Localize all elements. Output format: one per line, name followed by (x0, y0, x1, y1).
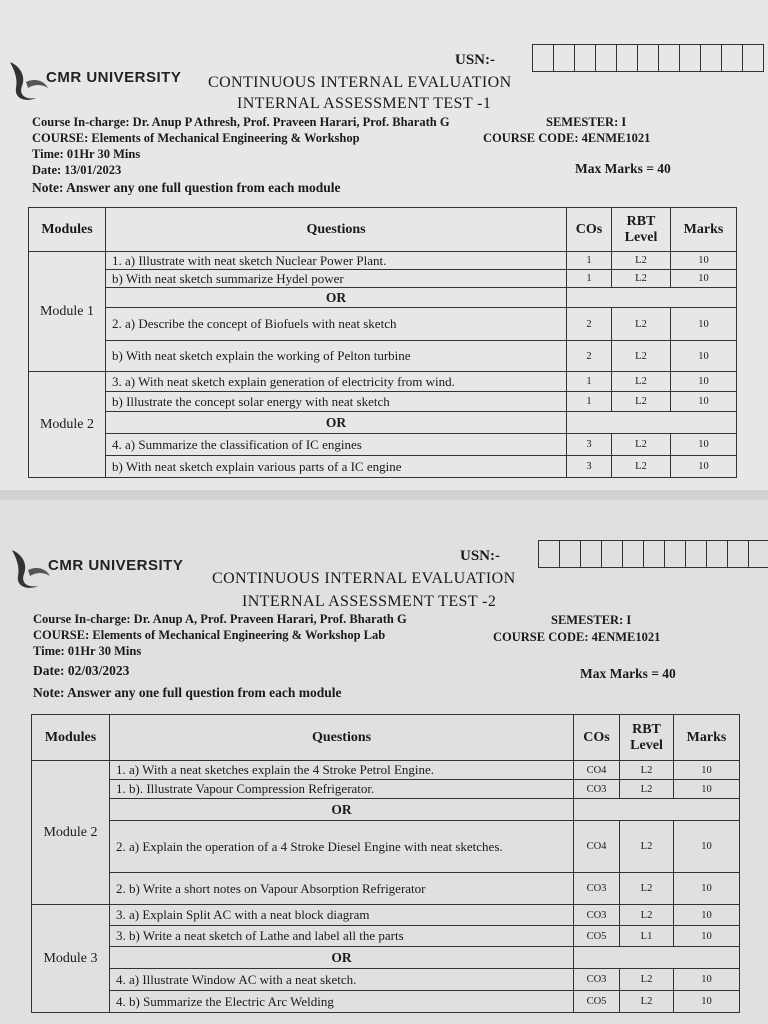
rbt-cell: L2 (620, 821, 674, 873)
table-row (29, 308, 737, 341)
university-logo (6, 56, 181, 104)
question-text: 2. b) Write a short notes on Vapour Absorption Refrigerator (110, 873, 574, 905)
or-row (29, 412, 737, 434)
co-cell: CO5 (574, 926, 620, 947)
usn-boxes (538, 540, 768, 568)
marks-cell: 10 (674, 969, 740, 991)
exam-subtitle: INTERNAL ASSESSMENT TEST -1 (237, 95, 492, 112)
or-label: OR (106, 412, 567, 434)
module-label: Module 1 (29, 252, 106, 372)
marks-cell: 10 (671, 252, 737, 270)
rbt-cell: L2 (620, 761, 674, 780)
university-logo (8, 544, 183, 592)
max-marks: Max Marks = 40 (575, 161, 671, 176)
exam-note: Note: Answer any one full question from each module (33, 685, 342, 700)
co-cell: 1 (567, 252, 612, 270)
table-row (32, 873, 740, 905)
question-text: 4. a) Illustrate Window AC with a neat sketch. (110, 969, 574, 991)
co-cell: CO3 (574, 969, 620, 991)
table-row (29, 252, 737, 270)
university-name: CMR UNIVERSITY (48, 557, 184, 574)
header-cos: COs (574, 715, 620, 761)
table-header-row (32, 715, 740, 761)
question-table (28, 207, 737, 478)
rbt-cell: L2 (620, 780, 674, 799)
header-marks: Marks (674, 715, 740, 761)
exam-title: CONTINUOUS INTERNAL EVALUATION (212, 570, 516, 587)
header-modules: Modules (32, 715, 110, 761)
exam-time: Time: 01Hr 30 Mins (32, 147, 141, 161)
table-row (32, 761, 740, 780)
usn-label: USN:- (455, 52, 495, 68)
question-text: b) With neat sketch summarize Hydel power (106, 270, 567, 288)
course-name: COURSE: Elements of Mechanical Engineering & Workshop (32, 131, 360, 145)
question-text: 4. b) Summarize the Electric Arc Welding (110, 991, 574, 1013)
rbt-cell: L2 (620, 905, 674, 926)
exam-title: CONTINUOUS INTERNAL EVALUATION (208, 74, 512, 91)
rbt-cell: L2 (612, 434, 671, 456)
table-row (29, 456, 737, 478)
usn-label: USN:- (460, 548, 500, 564)
co-cell: CO5 (574, 991, 620, 1013)
marks-cell: 10 (671, 270, 737, 288)
table-row (32, 969, 740, 991)
rbt-cell: L2 (612, 456, 671, 478)
exam-subtitle: INTERNAL ASSESSMENT TEST -2 (242, 593, 497, 610)
course-code: COURSE CODE: 4ENME1021 (483, 131, 651, 145)
marks-cell: 10 (671, 341, 737, 372)
rbt-cell: L1 (620, 926, 674, 947)
marks-cell: 10 (671, 434, 737, 456)
question-text: 2. a) Describe the concept of Biofuels with neat sketch (106, 308, 567, 341)
marks-cell: 10 (671, 392, 737, 412)
question-text: b) Illustrate the concept solar energy with neat sketch (106, 392, 567, 412)
co-cell: CO4 (574, 821, 620, 873)
usn-boxes (532, 44, 764, 72)
table-header-row (29, 208, 737, 252)
table-row (32, 821, 740, 873)
table-row (29, 372, 737, 392)
table-row (29, 434, 737, 456)
rbt-cell: L2 (620, 873, 674, 905)
marks-cell: 10 (671, 308, 737, 341)
course-incharge: Course In-charge: Dr. Anup P Athresh, Prof. Praveen Harari, Prof. Bharath G (32, 115, 450, 129)
module-label: Module 3 (32, 905, 110, 1013)
co-cell: CO3 (574, 780, 620, 799)
co-cell: 2 (567, 341, 612, 372)
rbt-cell: L2 (612, 308, 671, 341)
rbt-cell: L2 (612, 392, 671, 412)
swan-logo-icon (6, 56, 50, 104)
logo-tagline (46, 87, 181, 91)
marks-cell: 10 (671, 456, 737, 478)
co-cell: 1 (567, 270, 612, 288)
marks-cell: 10 (674, 821, 740, 873)
or-label: OR (106, 288, 567, 308)
table-row (29, 270, 737, 288)
rbt-cell: L2 (620, 991, 674, 1013)
max-marks: Max Marks = 40 (580, 666, 676, 681)
exam-date: Date: 13/01/2023 (32, 163, 122, 177)
header-rbt: RBT Level (620, 715, 674, 761)
question-text: 1. a) Illustrate with neat sketch Nuclear Power Plant. (106, 252, 567, 270)
or-row (32, 947, 740, 969)
or-label: OR (110, 947, 574, 969)
question-text: 3. b) Write a neat sketch of Lathe and label all the parts (110, 926, 574, 947)
co-cell: CO4 (574, 761, 620, 780)
question-text: 2. a) Explain the operation of a 4 Stroke Diesel Engine with neat sketches. (110, 821, 574, 873)
table-row (32, 926, 740, 947)
question-text: 1. b). Illustrate Vapour Compression Refrigerator. (110, 780, 574, 799)
exam-note: Note: Answer any one full question from each module (32, 180, 341, 195)
marks-cell: 10 (671, 372, 737, 392)
co-cell: CO3 (574, 905, 620, 926)
marks-cell: 10 (674, 873, 740, 905)
test-1-paper (0, 0, 768, 490)
course-incharge: Course In-charge: Dr. Anup A, Prof. Praveen Harari, Prof. Bharath G (33, 612, 407, 626)
co-cell: 2 (567, 308, 612, 341)
co-cell: 1 (567, 372, 612, 392)
test-2-paper (0, 500, 768, 1024)
table-row (29, 392, 737, 412)
or-row (32, 799, 740, 821)
co-cell: CO3 (574, 873, 620, 905)
logo-tagline (48, 575, 183, 579)
semester: SEMESTER: I (546, 115, 627, 129)
rbt-cell: L2 (612, 270, 671, 288)
header-questions: Questions (106, 208, 567, 252)
question-table (31, 714, 740, 1013)
university-name: CMR UNIVERSITY (46, 69, 182, 86)
exam-date: Date: 02/03/2023 (33, 663, 130, 678)
marks-cell: 10 (674, 905, 740, 926)
rbt-cell: L2 (612, 341, 671, 372)
swan-logo-icon (8, 544, 52, 592)
marks-cell: 10 (674, 761, 740, 780)
question-text: b) With neat sketch explain the working of Pelton turbine (106, 341, 567, 372)
question-text: b) With neat sketch explain various parts of a IC engine (106, 456, 567, 478)
table-row (32, 991, 740, 1013)
table-row (29, 341, 737, 372)
header-rbt: RBT Level (612, 208, 671, 252)
course-code: COURSE CODE: 4ENME1021 (493, 630, 661, 644)
or-label: OR (110, 799, 574, 821)
rbt-cell: L2 (620, 969, 674, 991)
marks-cell: 10 (674, 991, 740, 1013)
question-text: 1. a) With a neat sketches explain the 4 Stroke Petrol Engine. (110, 761, 574, 780)
module-label: Module 2 (32, 761, 110, 905)
header-questions: Questions (110, 715, 574, 761)
question-text: 3. a) With neat sketch explain generation of electricity from wind. (106, 372, 567, 392)
co-cell: 3 (567, 434, 612, 456)
header-modules: Modules (29, 208, 106, 252)
semester: SEMESTER: I (551, 613, 632, 627)
marks-cell: 10 (674, 926, 740, 947)
module-label: Module 2 (29, 372, 106, 478)
co-cell: 3 (567, 456, 612, 478)
question-text: 4. a) Summarize the classification of IC engines (106, 434, 567, 456)
marks-cell: 10 (674, 780, 740, 799)
question-text: 3. a) Explain Split AC with a neat block diagram (110, 905, 574, 926)
co-cell: 1 (567, 392, 612, 412)
header-cos: COs (567, 208, 612, 252)
course-name: COURSE: Elements of Mechanical Engineering & Workshop Lab (33, 628, 386, 642)
or-row (29, 288, 737, 308)
exam-time: Time: 01Hr 30 Mins (33, 644, 142, 658)
header-marks: Marks (671, 208, 737, 252)
rbt-cell: L2 (612, 372, 671, 392)
table-row (32, 780, 740, 799)
rbt-cell: L2 (612, 252, 671, 270)
table-row (32, 905, 740, 926)
